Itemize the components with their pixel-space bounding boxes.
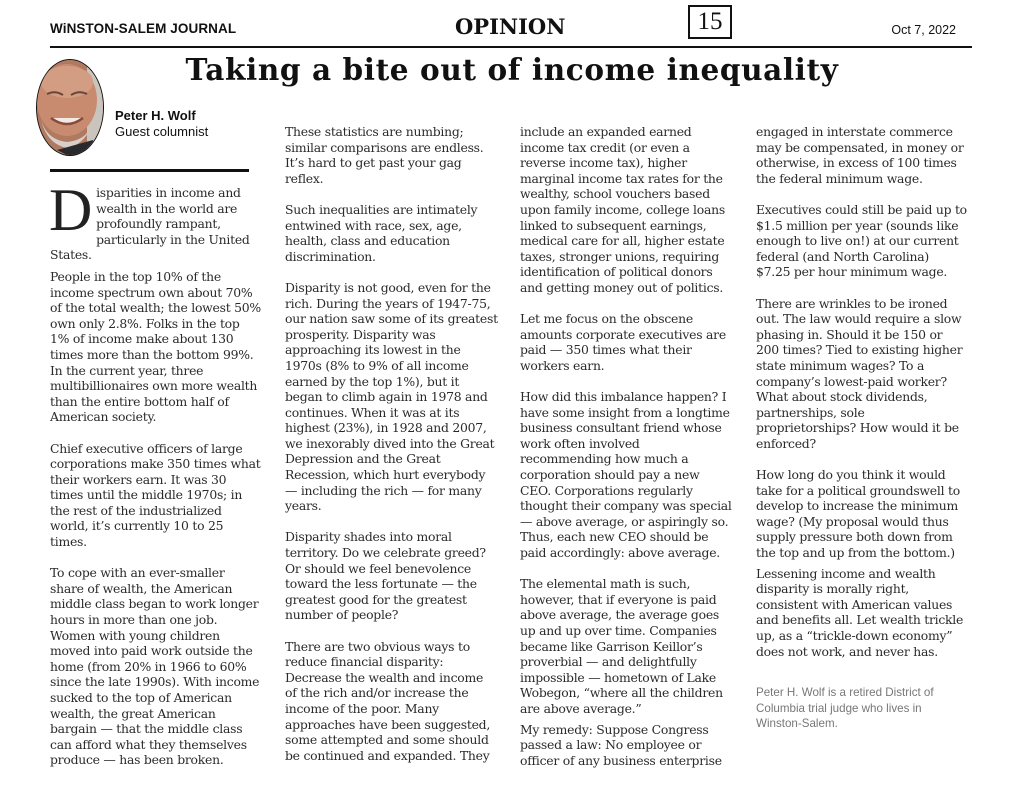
article-column-2 bbox=[285, 124, 503, 779]
drop-cap: D bbox=[49, 177, 93, 243]
paragraph: These statistics are numbing; similar comparisons are endless. It’s hard to get past your gag reflex. bbox=[285, 124, 484, 186]
headline: Taking a bite out of income inequality bbox=[185, 52, 839, 87]
paragraph: My remedy: Suppose Congress passed a law: No employee or officer of any business enterprise bbox=[520, 721, 722, 768]
paper-name: WiNSTON-SALEM JOURNAL bbox=[50, 21, 237, 36]
paragraph: Let me focus on the obscene amounts corporate executives are paid — 350 times what their workers earn. bbox=[520, 311, 726, 373]
article-column-1 bbox=[49, 177, 268, 784]
paragraph: Chief executive officers of large corporations make 350 times what their workers earn. It was 30 times until the middle 1970s; in the rest of the industrialized world, it’s currently 10 to 25 times. bbox=[50, 440, 261, 550]
lead-text: isparities in income and wealth in the world are profoundly rampant, particularly in the United States. bbox=[50, 185, 250, 263]
paragraph: Executives could still be paid up to $1.5 million per year (sounds like enough to live on!) at our current federal (and North Carolina) $7.25 per hour minimum wage. bbox=[756, 201, 967, 280]
byline-divider bbox=[50, 169, 249, 172]
paragraph: Disparity is not good, even for the rich. During the years of 1947-75, our nation saw some of its greatest prosperity. Disparity was approaching its lowest in the 1970s (8% to 9% of all income earned by the top 1%), but it began to climb again in 1978 and continues. When it was at its highest (23%), in 1928 and 2007, we inexorably dived into the Great Depression and the Great Recession, which hurt everybody — including the rich — for many years. bbox=[285, 279, 498, 514]
page-number-box: 15 bbox=[688, 5, 732, 39]
masthead bbox=[50, 0, 972, 48]
publication-date: Oct 7, 2022 bbox=[891, 23, 956, 37]
author-photo bbox=[36, 59, 104, 156]
paragraph: include an expanded earned income tax credit (or even a reverse income tax), higher marginal income tax rates for the wealthy, school vouchers based upon family income, college loans linked to subsequent earnings, medical care for all, higher estate taxes, stronger unions, requiring identification of political donors and getting money out of politics. bbox=[520, 124, 725, 295]
author-role: Guest columnist bbox=[115, 124, 209, 139]
paragraph: There are wrinkles to be ironed out. The law would require a slow phasing in. Should it be 150 or 200 times? Tied to existing higher state minimum wages? To a company’s lowest-paid worker? What about stock dividends, partnerships, sole proprietorships? How would it be enforced? bbox=[756, 295, 963, 451]
paragraph: There are two obvious ways to reduce financial disparity: Decrease the wealth and income of the rich and/or increase the income of the poor. Many approaches have been suggested, some attempted and some should be continued and expanded. They bbox=[285, 638, 491, 763]
paragraph: How long do you think it would take for a political groundswell to develop to increase the minimum wage? (My proposal would thus supply pressure both down from the top and up from the bottom.) bbox=[756, 467, 960, 561]
section-name: OPINION bbox=[455, 14, 566, 39]
paragraph: People in the top 10% of the income spectrum own about 70% of the total wealth; the lowest 50% own only 2.8%. Folks in the top 1% of income make about 130 times more than the bottom 99%. In the current year, three multibillionaires own more wealth than the entire bottom half of American society. bbox=[50, 268, 261, 425]
article-column-3 bbox=[520, 124, 738, 784]
paragraph: Disparity shades into moral territory. Do we celebrate greed? Or should we feel benevolence toward the less fortunate — the greatest good for the greatest number of people? bbox=[285, 529, 486, 623]
author-name: Peter H. Wolf bbox=[115, 108, 196, 123]
lead-paragraph bbox=[49, 177, 268, 263]
author-portrait-icon bbox=[37, 60, 104, 156]
paragraph: Such inequalities are intimately entwined with race, sex, age, health, class and education discrimination. bbox=[285, 201, 478, 264]
article-column-4 bbox=[756, 124, 974, 732]
paragraph: engaged in interstate commerce may be compensated, in money or otherwise, in excess of 100 times the federal minimum wage. bbox=[756, 124, 964, 186]
paragraph: To cope with an ever-smaller share of wealth, the American middle class began to work longer hours in more than one job. Women with young children moved into paid work outside the home (from 20% in 1966 to 60% since the late 1990s). With income sucked to the top of American wealth, the great American bargain — that the middle class can afford what they themselves produce — has been broken. bbox=[50, 565, 260, 768]
paragraph: The elemental math is such, however, that if everyone is paid above average, the average goes up and up over time. Companies became like Garrison Keillor’s proverbial — and delightfully impossible — hometown of Lake Wobegon, “where all the children are above average.” bbox=[520, 576, 723, 716]
author-bio: Peter H. Wolf is a retired District of Columbia trial judge who lives in Winston-Salem. bbox=[756, 686, 934, 731]
paragraph: How did this imbalance happen? I have some insight from a longtime business consultant friend whose work often involved recommending how much a corporation should pay a new CEO. Corporations regularly thought their company was special — above average, or aspiringly so. Thus, each new CEO should be paid accordingly: above average. bbox=[520, 389, 732, 561]
paragraph: Lessening income and wealth disparity is morally right, consistent with American values and benefits all. Let wealth trickle up, as a “trickle-down economy” does not work, and never has. bbox=[756, 565, 964, 659]
